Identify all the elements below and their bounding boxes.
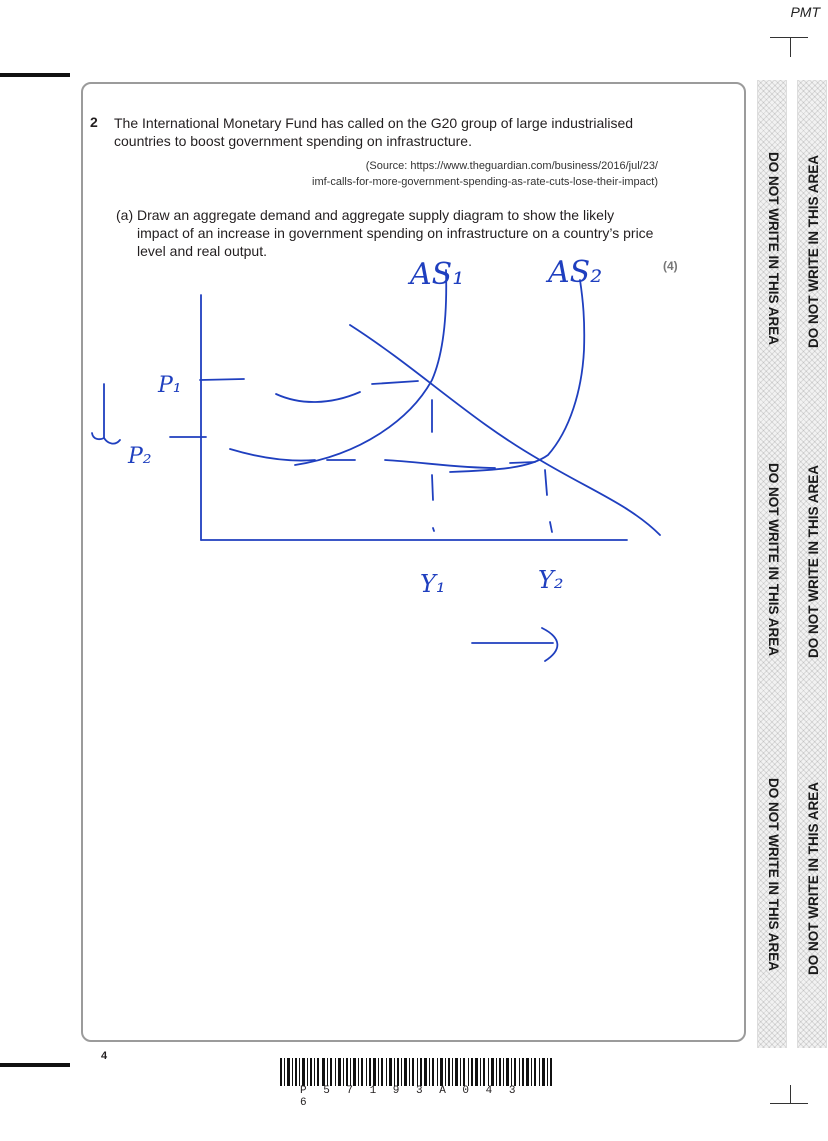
margin-warning: DO NOT WRITE IN THIS AREA: [806, 782, 821, 975]
page-number: 4: [101, 1050, 108, 1062]
y1-label: Y₁: [420, 570, 446, 598]
p1-dash: [372, 381, 418, 384]
margin-warning: DO NOT WRITE IN THIS AREA: [766, 778, 781, 971]
margin-strip-right: [797, 80, 827, 1048]
margin-warning: DO NOT WRITE IN THIS AREA: [806, 465, 821, 658]
p2-label: P₂: [128, 444, 152, 469]
y2-label: Y₂: [538, 566, 564, 594]
barcode: [280, 1058, 552, 1086]
as2-label: AS₂: [548, 255, 603, 290]
y1-dash: [433, 528, 434, 531]
p1-line: [200, 379, 244, 380]
source-line: (Source: https://www.theguardian.com/business/2016/jul/23/: [365, 160, 658, 172]
p1-dash: [276, 392, 360, 402]
as1-curve: [295, 270, 446, 465]
question-text: The International Monetary Fund has called on the G20 group of large industrialised countries to boost government spending on infrastructure.: [114, 115, 634, 149]
margin-warning: DO NOT WRITE IN THIS AREA: [766, 152, 781, 345]
margin-warning: DO NOT WRITE IN THIS AREA: [766, 463, 781, 656]
part-a-label: (a): [116, 207, 134, 223]
pmt-label: PMT: [790, 4, 820, 20]
ad-curve: [350, 325, 660, 535]
marks-label: (4): [663, 259, 678, 273]
source-line: imf-calls-for-more-government-spending-as-rate-cuts-lose-their-impact): [312, 176, 658, 188]
p2-dash: [510, 462, 535, 463]
y1-dash: [432, 475, 433, 500]
y2-dash: [550, 522, 552, 532]
margin-strip-left: [757, 80, 787, 1048]
right-arrow-icon: [542, 628, 557, 661]
as2-curve: [450, 280, 584, 472]
margin-warning: DO NOT WRITE IN THIS AREA: [806, 155, 821, 348]
barcode-text: P 5 7 1 9 3 A 0 4 3 6: [300, 1085, 518, 1109]
as1-label: AS₁: [410, 257, 465, 292]
y2-dash: [545, 470, 547, 495]
p2-dash: [385, 460, 495, 468]
part-a-text: Draw an aggregate demand and aggregate supply diagram to show the likely impact of an increase in government spending on infrastructure on a country’s price level and real output.: [137, 207, 654, 259]
p1-label: P₁: [158, 373, 182, 398]
question-number: 2: [90, 114, 98, 130]
down-arrow-icon: [92, 384, 104, 439]
down-arrow-icon: [104, 438, 120, 444]
p2-dash: [230, 449, 315, 461]
